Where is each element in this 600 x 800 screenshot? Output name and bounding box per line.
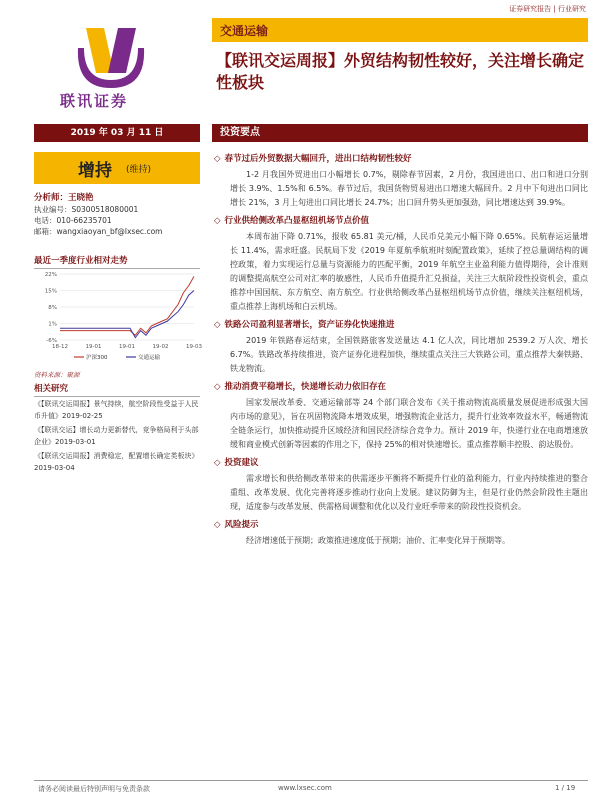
x-tick-label: 19-01: [119, 344, 135, 350]
analyst-info: [34, 192, 204, 237]
related-title: 相关研究: [34, 382, 200, 397]
y-tick-label: 15%: [44, 288, 57, 295]
diamond-icon: ◇: [214, 216, 221, 226]
x-tick-label: 19-01: [85, 344, 102, 350]
license-number: 执业编号：S0300518080001: [34, 205, 139, 214]
footer-disclaimer[interactable]: 请务必阅读最后特别声明与免责条款: [38, 785, 150, 793]
diamond-icon: ◇: [214, 382, 221, 392]
report-title: 【联讯交运周报】外贸结构韧性较好，关注增长确定性板块: [216, 51, 585, 92]
analyst-name: 王晓艳: [68, 193, 94, 203]
section-title: 投资要点: [212, 124, 588, 142]
y-tick-label: 22%: [44, 272, 57, 278]
footer-website[interactable]: www.lxsec.com: [278, 784, 332, 792]
related-item[interactable]: 《【联讯交运】增长动力更新替代，竞争格局利于头部企业》2019-03-01: [34, 426, 199, 446]
section-block: [214, 518, 588, 548]
sector-bar: [212, 18, 588, 42]
page-number: 1 / 19: [555, 784, 576, 792]
section-body: 国家发展改革委、交通运输部等 24 个部门联合发布《关于推动物流高质量发展促进形成强大国内市场的意见》，旨在巩固物流降本增效成果，增强物流企业活力，提升行业效率效益水平，畅通物流全链条运行，加快推动提升区域经济和国民经济综合竞争力。预计 2019 年，快递行业在电商增速放缓和商业模式创新等因素的作用之下，保持 25%的相对快速增长。重点推荐顺丰控股、韵达股份。: [230, 398, 588, 449]
section-block: [214, 152, 588, 210]
x-tick-label: 19-02: [152, 344, 169, 350]
x-tick-label: 18-12: [52, 344, 68, 350]
section-body: 1-2 月我国外贸进出口小幅增长 0.7%，剔除春节因素，2 月份，我国进出口、出口和进口分别增长 3.9%、1.5%和 6.5%。春节过后，我国货物贸易进出口增速大幅回升。2 月中下旬进出口同比增长 21%，3 月上旬进出口同比增长 24.7%；出口回升势头更加强劲，同比增速达到 39.9%。: [230, 170, 588, 207]
section-heading: ◇ 推动消费平稳增长，快递增长动力依旧存在: [214, 382, 387, 392]
section-body: 经济增速低于预期；政策推进速度低于预期；油价、汇率变化异于预期等。: [246, 536, 510, 545]
rating-sub: (维持): [126, 165, 152, 175]
series-line: [60, 276, 194, 335]
y-tick-label: 8%: [48, 305, 57, 311]
section-body: 2019 年铁路春运结束，全国铁路旅客发送量达 4.1 亿人次，同比增加 2539.2 万人次、增长 6.7%。铁路改革持续推进，资产证券化进程加快，继续重点关注三大铁路公司，重点推荐大秦铁路、铁龙物流。: [230, 336, 588, 373]
section-heading: ◇ 铁路公司盈利显著增长，资产证券化快速推进: [214, 320, 395, 330]
analyst-label: 分析师：: [34, 193, 69, 203]
section-heading: ◇ 春节过后外贸数据大幅回升，进出口结构韧性较好: [214, 154, 412, 164]
logo-text: 联讯证券: [60, 92, 129, 110]
section-heading: ◇ 风险提示: [214, 520, 259, 530]
sector-label: 交通运输: [220, 24, 269, 38]
related-research: [34, 398, 200, 476]
section-heading: ◇ 投资建议: [214, 458, 259, 468]
related-item[interactable]: 《【联讯交运周报】消费稳定，配置增长确定类板块》2019-03-04: [34, 452, 199, 472]
x-tick-label: 19-03: [186, 344, 202, 350]
legend-label: 交通运输: [138, 355, 161, 361]
rating-box: [34, 152, 200, 184]
section-body: 需求增长和供给侧改革带来的供需逐步平衡将不断提升行业的盈利能力，行业内持续推进的整合重组、改革发展、优化完善将逐步推动行业向上发展。建议防御为主，但是行业仍然会阶段性主题出现，适度参与改革发展、供需格局调整和优化以及行业旺季带来的阶段性投资机会。: [230, 474, 588, 511]
chart-title: 最近一季度行业相对走势: [34, 254, 200, 269]
section-body: 本周布油下降 0.71%，报收 65.81 美元/桶，人民币兑美元小幅下降 0.65%。民航春运运量增长 11.4%，需求旺盛。民航局下发《2019 年夏航季航班时刻配置政策》，延续了控总量调结构的调控政策，着力实现运行总量与资源能力的匹配平衡，2019 年航空主业盈利能力值得期待，会计准则的调整提高航空公司对汇率的敏感性，人民币升值提升汇兑损益，关注三大航阶段性投资机会，重点推荐中国国航、东方航空、南方航空。行业供给侧改革凸显枢纽机场节点价值，继续关注枢纽机场，重点推荐上海机场和白云机场。: [230, 232, 588, 311]
report-date: 2019 年 03 月 11 日: [34, 124, 200, 142]
relative-trend-chart: [34, 268, 200, 366]
diamond-icon: ◇: [214, 458, 221, 468]
diamond-icon: ◇: [214, 154, 221, 164]
section-block: [214, 380, 588, 452]
phone: 电话：010-66235701: [34, 216, 112, 225]
y-tick-label: -6%: [46, 338, 57, 344]
section-block: [214, 318, 588, 376]
section-heading: ◇ 行业供给侧改革凸显枢纽机场节点价值: [214, 216, 370, 226]
related-item[interactable]: 《【联讯交运周报】景气持续，航空阶段性受益于人民币升值》2019-02-25: [34, 400, 199, 420]
diamond-icon: ◇: [214, 520, 221, 530]
section-block: [214, 456, 588, 514]
report-type-tag: 证券研究报告 | 行业研究: [509, 5, 586, 13]
diamond-icon: ◇: [214, 320, 221, 330]
section-block: [214, 214, 588, 314]
chart-source: 资料来源：聚源: [34, 371, 80, 379]
key-points: [214, 152, 588, 552]
legend-label: 沪深300: [86, 355, 108, 361]
rating-main: 增持: [78, 161, 112, 181]
footer-divider: [34, 780, 588, 781]
email: 邮箱：wangxiaoyan_bf@lxsec.com: [34, 227, 163, 236]
y-tick-label: 1%: [48, 321, 57, 328]
